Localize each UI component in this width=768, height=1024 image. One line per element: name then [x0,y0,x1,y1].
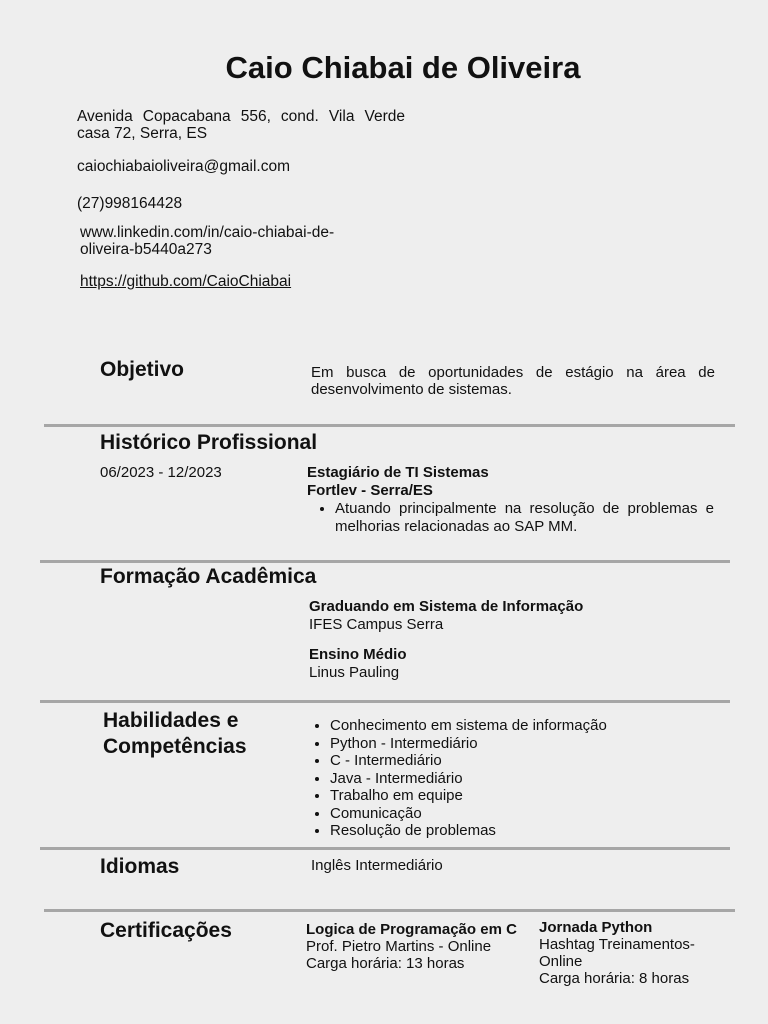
certification-hours: Carga horária: 13 horas [306,955,465,972]
list-item: • Java - Intermediário [330,770,722,788]
experience-period: 06/2023 - 12/2023 [100,464,222,481]
list-item: • C - Intermediário [330,752,722,770]
section-divider [44,424,735,427]
education-degree: Graduando em Sistema de Informação [309,598,584,615]
section-divider [40,560,730,563]
education-institution: Linus Pauling [309,664,400,681]
certifications-title: Certificações [100,919,232,942]
certification-name: Jornada Python [539,919,653,936]
contact-email[interactable]: caiochiabaioliveira@gmail.com [77,158,291,175]
experience-role: Estagiário de TI Sistemas [307,464,489,481]
experience-bullets [307,500,714,535]
certification-provider: Hashtag Treinamentos-Online [539,936,695,970]
list-item: • Atuando principalmente na resolução de problemas e melhorias relacionadas ao SAP MM. [335,500,714,535]
certification-hours: Carga horária: 8 horas [539,970,690,987]
skills-title-line: Habilidades e [103,709,239,732]
section-divider [40,847,730,850]
education-degree: Ensino Médio [309,646,407,663]
contact-phone: (27)998164428 [77,195,183,212]
languages-title: Idiomas [100,855,180,878]
contact-address: Avenida Copacabana 556, cond. Vila Verde casa 72, Serra, ES [77,108,405,142]
section-divider [40,700,730,703]
skills-title-line: Competências [103,735,247,758]
objective-title: Objetivo [100,358,185,381]
contact-github-link[interactable]: https://github.com/CaioChiabai [80,273,292,290]
list-item: • Python - Intermediário [330,735,722,753]
list-item: • Comunicação [330,805,722,823]
skills-title [103,708,247,760]
skills-list [302,717,722,840]
experience-company: Fortlev - Serra/ES [307,482,433,499]
education-institution: IFES Campus Serra [309,616,444,633]
list-item: • Trabalho em equipe [330,787,722,805]
languages-text: Inglês Intermediário [311,857,443,874]
section-divider [44,909,735,912]
education-title: Formação Acadêmica [100,565,317,588]
list-item: • Resolução de problemas [330,822,722,840]
list-item: • Conhecimento em sistema de informação [330,717,722,735]
certification-item [539,919,729,987]
objective-text: Em busca de oportunidades de estágio na área de desenvolvimento de sistemas. [311,364,715,398]
experience-title: Histórico Profissional [100,431,318,454]
contact-linkedin[interactable]: www.linkedin.com/in/caio-chiabai-de-oliveira-b5440a273 [80,224,335,258]
certification-name: Logica de Programação em C [306,921,517,938]
certification-provider: Prof. Pietro Martins - Online [306,938,492,955]
resume-name: Caio Chiabai de Oliveira [225,50,581,85]
certification-item [306,921,523,972]
